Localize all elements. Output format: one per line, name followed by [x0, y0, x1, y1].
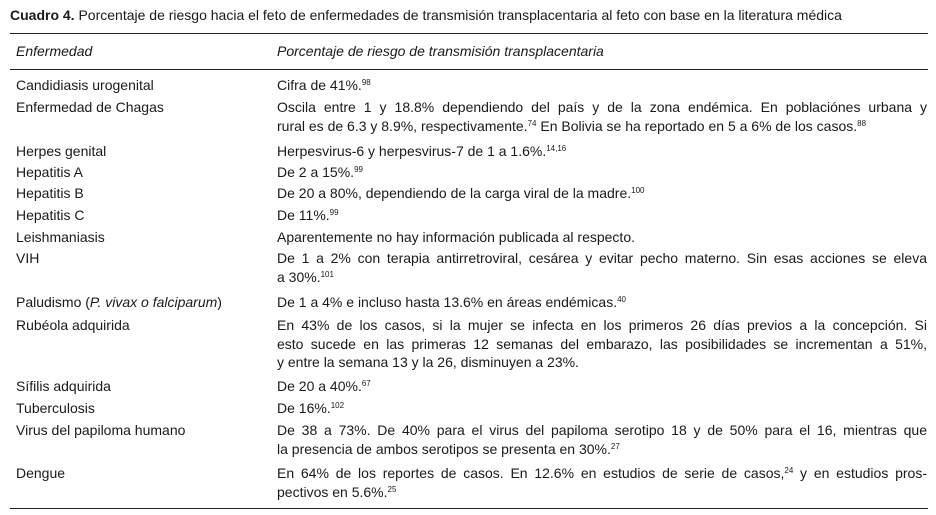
- risk-cell: [277, 142, 927, 161]
- risk-text: pectivos en 5.6%.: [277, 483, 388, 500]
- reference-number: 101: [320, 269, 334, 279]
- reference-number: 102: [330, 401, 345, 410]
- risk-text: De 2 a 15%.: [277, 164, 355, 180]
- risk-cell: [277, 293, 927, 312]
- reference-number: 27: [610, 441, 620, 451]
- risk-text-line: [277, 142, 927, 161]
- reference-number: 88: [857, 118, 867, 128]
- risk-text: Cifra de 41%.: [277, 77, 362, 93]
- reference-number: 99: [329, 208, 339, 217]
- disease-name: Candidiasis urogenital: [16, 77, 154, 93]
- reference-number: 100: [631, 186, 645, 195]
- risk-cell: [277, 163, 927, 182]
- disease-species: P. vivax o falciparum: [89, 294, 218, 310]
- risk-text: y en estudios pros-: [793, 465, 928, 481]
- risk-text: Oscila entre 1 y 18.8% dependiendo del país y de la zona endémica. En poblaciónes urbana y: [277, 99, 927, 115]
- disease-name: Herpes genital: [16, 143, 107, 159]
- disease-cell: [16, 228, 271, 247]
- disease-cell: [16, 293, 271, 312]
- risk-text: esto sucede en las primeras 12 semanas del embarazo, las posibilidades se incrementan a 51%,: [277, 335, 927, 352]
- risk-cell: [277, 249, 927, 286]
- disease-cell: [16, 184, 271, 203]
- reference-number: 74: [527, 118, 537, 128]
- risk-text-line: [277, 483, 927, 502]
- column-header-risk: Porcentaje de riesgo de transmisión transplacentaria: [277, 43, 604, 59]
- caption-text: Porcentaje de riesgo hacia el feto de enfermedades de transmisión transplacentaria al feto con base en la literatura médica: [74, 7, 842, 23]
- risk-cell: [277, 76, 927, 95]
- disease-cell: [16, 142, 271, 161]
- risk-text-line: [277, 316, 927, 335]
- risk-text: De 16%.: [277, 400, 331, 416]
- risk-text-line: [277, 98, 927, 117]
- disease-name: Tuberculosis: [16, 400, 95, 416]
- risk-text: En 64% de los reportes de casos. En 12.6% en estudios de serie de casos,: [277, 465, 785, 481]
- disease-name: Hepatitis B: [16, 185, 84, 201]
- risk-cell: [277, 184, 927, 203]
- risk-text-line: [277, 228, 927, 247]
- risk-text-line: [277, 163, 927, 182]
- reference-number: 98: [361, 78, 371, 87]
- risk-text-line: [277, 335, 927, 354]
- reference-number: 24: [784, 466, 794, 475]
- risk-cell: [277, 228, 927, 247]
- risk-cell: [277, 399, 927, 418]
- reference-number: 67: [361, 379, 371, 388]
- risk-cell: [277, 421, 927, 458]
- risk-text-line: [277, 76, 927, 95]
- risk-text-line: [277, 293, 927, 312]
- risk-text: la presencia de ambos serotipos se presenta en 30%.: [277, 440, 611, 457]
- disease-cell: [16, 377, 271, 396]
- risk-cell: [277, 464, 927, 501]
- risk-text: De 1 a 2% con terapia antirretroviral, cesárea y evitar pecho materno. Sin esas acciones se eleva: [277, 250, 927, 266]
- disease-cell: [16, 464, 271, 483]
- reference-number: 99: [354, 165, 363, 174]
- column-header-disease: Enfermedad: [16, 43, 93, 59]
- risk-text-line: [277, 117, 927, 136]
- disease-name: Dengue: [16, 465, 66, 481]
- risk-text-line: [277, 421, 927, 440]
- table-caption: [10, 6, 930, 24]
- risk-text-line: [277, 464, 927, 483]
- risk-text-line: [277, 249, 927, 268]
- risk-text-line: [277, 399, 927, 418]
- risk-text-line: [277, 353, 927, 372]
- reference-number: 40: [617, 295, 627, 304]
- disease-tail: ): [217, 294, 222, 310]
- reference-number: 25: [387, 484, 397, 494]
- risk-cell: [277, 98, 927, 135]
- risk-text: De 38 a 73%. De 40% para el virus del papiloma serotipo 18 y de 50% para el 16, mientras que: [277, 422, 927, 438]
- risk-text: Aparentemente no hay información publicada al respecto.: [277, 229, 635, 245]
- disease-cell: [16, 399, 271, 418]
- risk-text: En 43% de los casos, si la mujer se infecta en los primeros 26 días previos a la concepción. Si: [277, 317, 927, 333]
- risk-text: rural es de 6.3 y 8.9%, respectivamente.: [277, 117, 528, 134]
- disease-cell: [16, 421, 271, 440]
- risk-text: De 20 a 40%.: [277, 378, 362, 394]
- risk-text: De 11%.: [277, 207, 330, 223]
- disease-name: Paludismo (: [16, 294, 90, 310]
- risk-text-line: [277, 184, 927, 203]
- top-rule: [10, 33, 928, 34]
- caption-label: Cuadro 4.: [10, 7, 75, 23]
- risk-text: Herpesvirus-6 y herpesvirus-7 de 1 a 1.6%.: [277, 143, 547, 159]
- risk-text: En Bolivia se ha reportado en 5 a 6% de los casos.: [536, 117, 858, 134]
- disease-cell: [16, 249, 271, 268]
- disease-name: Sífilis adquirida: [16, 378, 111, 394]
- disease-cell: [16, 206, 271, 225]
- risk-cell: [277, 206, 927, 225]
- disease-cell: [16, 76, 271, 95]
- disease-name: Hepatitis C: [16, 207, 85, 223]
- risk-text: De 1 a 4% e incluso hasta 13.6% en áreas endémicas.: [277, 294, 618, 310]
- risk-text: De 20 a 80%, dependiendo de la carga viral de la madre.: [277, 185, 632, 201]
- disease-name: Leishmaniasis: [16, 229, 105, 245]
- header-rule: [10, 69, 928, 70]
- risk-text: y entre la semana 13 y la 26, disminuyen a 23%.: [277, 354, 579, 371]
- disease-cell: [16, 316, 271, 335]
- disease-name: Enfermedad de Chagas: [16, 99, 164, 115]
- reference-number: 14,16: [546, 144, 567, 153]
- disease-name: Rubéola adquirida: [16, 317, 130, 333]
- disease-name: Hepatitis A: [16, 164, 83, 180]
- risk-text-line: [277, 206, 927, 225]
- risk-text-line: [277, 377, 927, 396]
- risk-text-line: [277, 268, 927, 287]
- risk-cell: [277, 377, 927, 396]
- risk-text: a 30%.: [277, 268, 321, 285]
- risk-cell: [277, 316, 927, 372]
- disease-cell: [16, 98, 271, 117]
- disease-name: Virus del papiloma humano: [16, 422, 186, 438]
- risk-text-line: [277, 440, 927, 459]
- disease-name: VIH: [16, 250, 40, 266]
- bottom-rule: [10, 508, 928, 509]
- disease-cell: [16, 163, 271, 182]
